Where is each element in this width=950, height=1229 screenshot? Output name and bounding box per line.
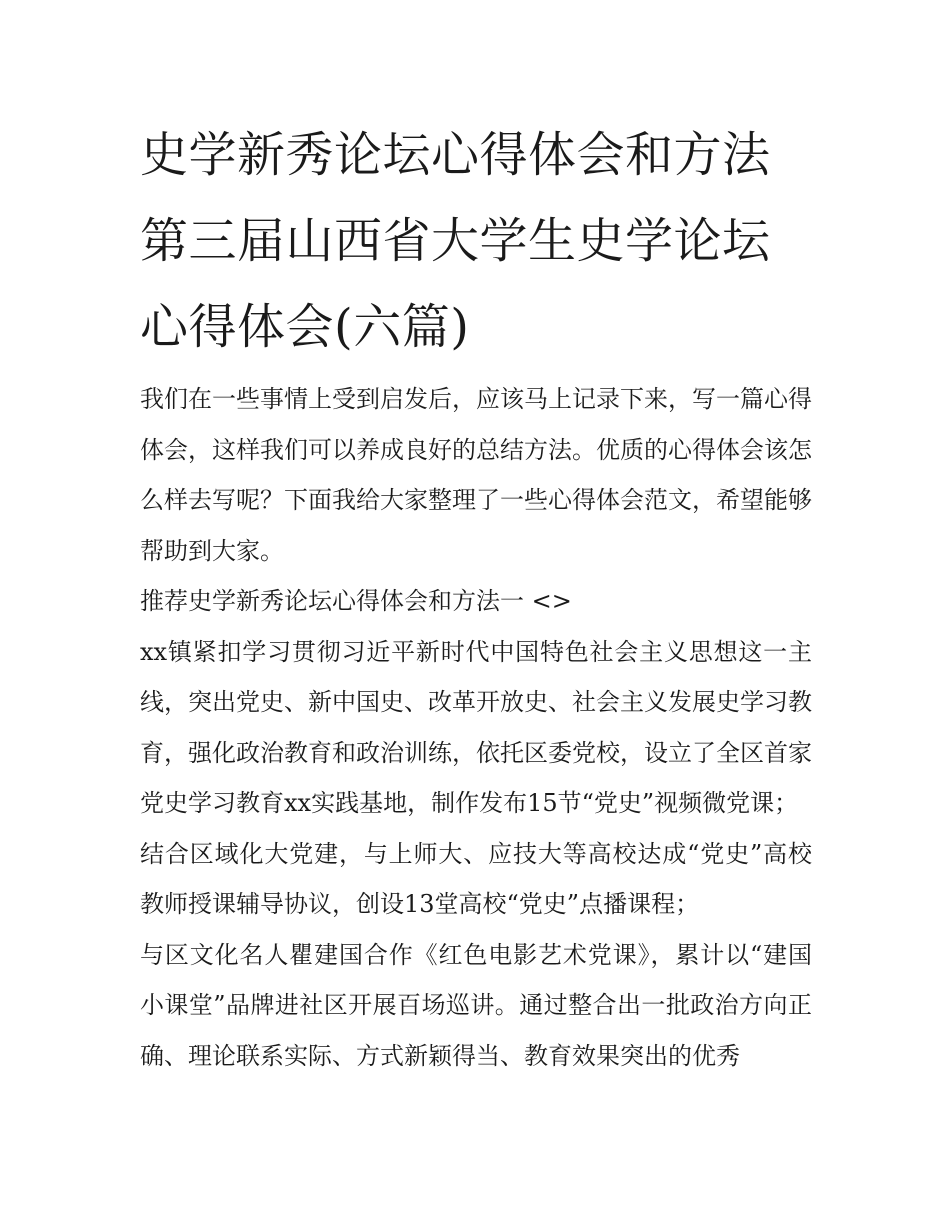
body-paragraph: 结合区域化大党建，与上师大、应技大等高校达成“党史”高校教师授课辅导协议，创设13堂高校“党史”点播课程； [140,839,812,918]
document-title: 史学新秀论坛心得体会和方法第三届山西省大学生史学论坛心得体会(六篇) [140,127,771,355]
document-page [140,112,812,1081]
body-paragraph: 与区文化名人瞿建国合作《红色电影艺术党课》，累计以“建国小课堂”品牌进社区开展百场巡讲。通过整合出一批政治方向正确、理论联系实际、方式新颖得当、教育效果突出的优秀 [140,940,812,1070]
intro-paragraph: 我们在一些事情上受到启发后，应该马上记录下来，写一篇心得体会，这样我们可以养成良好的总结方法。优质的心得体会该怎么样去写呢？下面我给大家整理了一些心得体会范文，希望能够帮助到大家。 [140,385,812,565]
section-heading: 推荐史学新秀论坛心得体会和方法一 <> [140,587,572,615]
body-paragraph: xx镇紧扣学习贯彻习近平新时代中国特色社会主义思想这一主线，突出党史、新中国史、改革开放史、社会主义发展史学习教育，强化政治教育和政治训练，依托区委党校，设立了全区首家党史学习教育xx实践基地，制作发布15节“党史”视频微党课； [140,637,812,817]
